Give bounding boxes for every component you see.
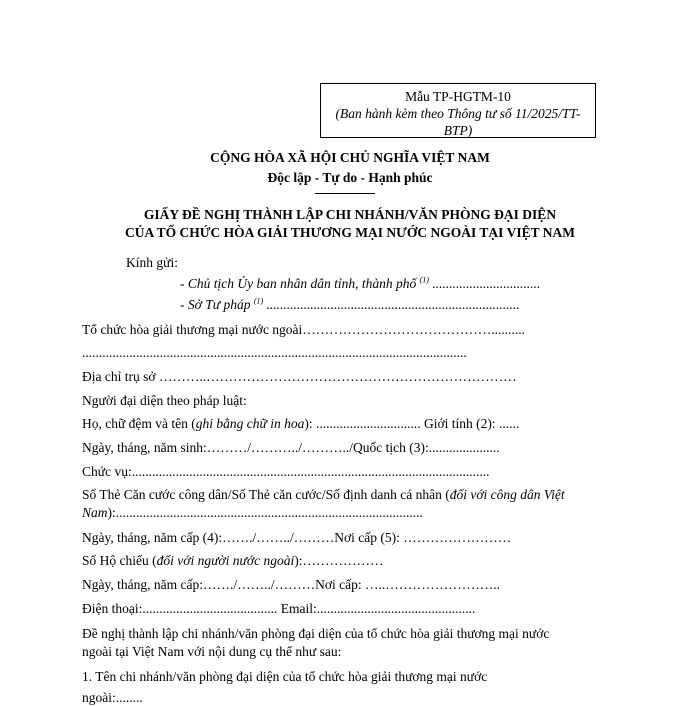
form-code: Mẫu TP-HGTM-10 <box>405 89 511 104</box>
form-code-box <box>320 83 596 138</box>
address-field: Địa chỉ trụ sở ………..…………………………………………………………… <box>82 369 517 384</box>
greeting: Kính gửi: <box>126 255 178 270</box>
request-line-1: Đề nghị thành lập chi nhánh/văn phòng đại diện của tổ chức hòa giải thương mại nước <box>82 626 550 641</box>
recipient-1-fill: ................................ <box>428 276 541 291</box>
name-hint: ghi bằng chữ in hoa <box>195 416 305 431</box>
recipient-2 <box>180 297 520 313</box>
title-line2: CỦA TỔ CHỨC HÒA GIẢI THƯƠNG MẠI NƯỚC NGOÀI TẠI VIỆT NAM <box>125 225 575 240</box>
dob-field: Ngày, tháng, năm sinh:………/………../………../Quốc tịch (3):..................... <box>82 440 500 455</box>
recipient-2-fill: ........................................................................... <box>263 297 520 312</box>
id-field <box>82 487 565 503</box>
passport-label: Số Hộ chiếu ( <box>82 553 157 568</box>
org-name-continued: .................................................................................................................. <box>82 345 467 360</box>
phone-email-field: Điện thoại:........................................ Email:............................................... <box>82 601 476 616</box>
form-issued-by-line2: BTP) <box>443 123 473 138</box>
id-field-cont <box>82 505 423 521</box>
id-label: Số Thẻ Căn cước công dân/Số Thẻ căn cước/Số định danh cá nhân ( <box>82 487 450 502</box>
form-issued-by-line1: (Ban hành kèm theo Thông tư số 11/2025/TT- <box>335 106 581 121</box>
name-field <box>82 416 519 432</box>
country-name: CỘNG HÒA XÃ HỘI CHỦ NGHĨA VIỆT NAM <box>210 150 490 165</box>
position-field: Chức vụ:.......................................................................................................... <box>82 464 490 479</box>
id-hint-2: Nam <box>82 505 108 520</box>
id-fill: ):........................................................................................... <box>107 505 423 520</box>
note-1: (1) <box>419 275 429 285</box>
id-issue-field: Ngày, tháng, năm cấp (4):……./……../………Nơi cấp (5): …………………… <box>82 530 512 545</box>
item-1-line-2: ngoài:........ <box>82 690 143 705</box>
motto-underline <box>315 193 375 194</box>
item-1-line-1: 1. Tên chi nhánh/văn phòng đại diện của tổ chức hòa giải thương mại nước <box>82 669 488 684</box>
motto: Độc lập - Tự do - Hạnh phúc <box>267 170 433 185</box>
passport-fill: ):……………… <box>294 553 384 568</box>
name-label: Họ, chữ đệm và tên ( <box>82 416 196 431</box>
recipient-1-label: - Chủ tịch Ủy ban nhân dân tỉnh, thành phố <box>180 276 417 291</box>
passport-field <box>82 553 383 569</box>
org-name-field: Tổ chức hòa giải thương mại nước ngoài…………………………………….......... <box>82 322 526 337</box>
passport-hint: đối với người nước ngoài <box>156 553 295 568</box>
name-fill: ): ............................... Giới tính (2): ...... <box>304 416 520 431</box>
note-2: (1) <box>253 296 264 306</box>
id-hint: đối với công dân Việt <box>449 487 565 502</box>
rep-heading: Người đại diện theo pháp luật: <box>82 393 247 408</box>
passport-issue-field: Ngày, tháng, năm cấp:……./……../………Nơi cấp: …..…………………….. <box>82 577 500 592</box>
title-line1: GIẤY ĐỀ NGHỊ THÀNH LẬP CHI NHÁNH/VĂN PHÒNG ĐẠI DIỆN <box>143 207 557 222</box>
recipient-2-label: - Sở Tư pháp <box>180 297 251 312</box>
recipient-1 <box>180 276 540 292</box>
request-line-2: ngoài tại Việt Nam với nội dung cụ thể như sau: <box>82 644 342 659</box>
